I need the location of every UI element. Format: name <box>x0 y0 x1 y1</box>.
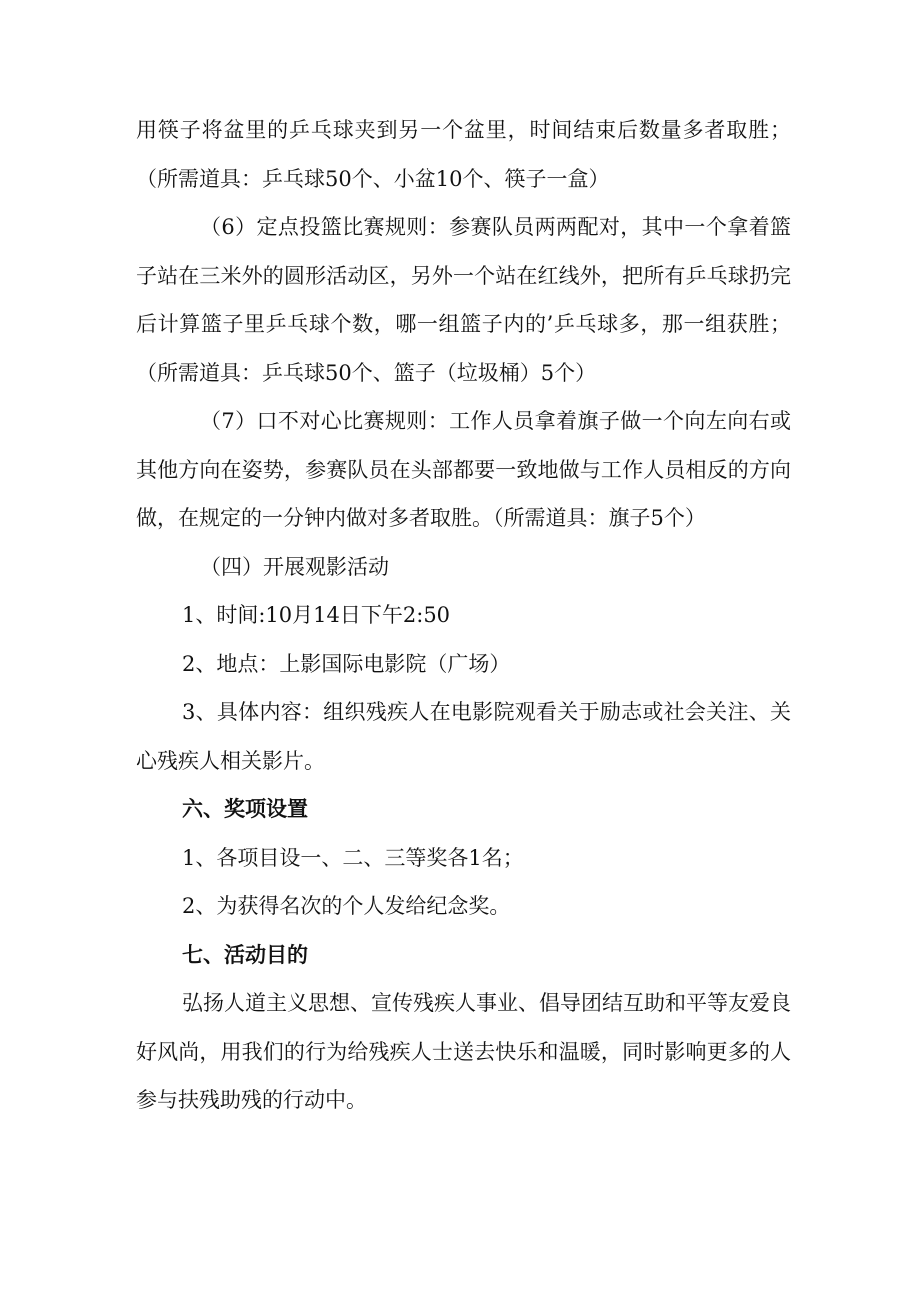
paragraph-movie-location: 2、地点：上影国际电影院（广场） <box>182 651 511 676</box>
paragraph-movie-content: 3、具体内容：组织残疾人在电影院观看关于励志或社会关注、关心残疾人相关影片。 <box>136 700 791 773</box>
heading-purpose: 七、活动目的 <box>182 942 308 967</box>
paragraph-awards-2: 2、为获得名次的个人发给纪念奖。 <box>182 894 511 918</box>
paragraph-movie-activity: （四）开展观影活动 <box>200 554 389 579</box>
paragraph-purpose: 弘扬人道主义思想、宣传残疾人事业、倡导团结互助和平等友爱良好风尚，用我们的行为给残疾人士送去快乐和温暖，同时影响更多的人参与扶残助残的行动中。 <box>136 991 791 1112</box>
paragraph-basketball-rule: （6）定点投篮比赛规则：参赛队员两两配对，其中一个拿着篮子站在三米外的圆形活动区，另外一个站在红线外，把所有乒乓球扔完后计算篮子里乒乓球个数，哪一组篮子内的’乒乓球多，那一组获胜；（所需道具：乒乓球50个、篮子（垃圾桶）5个） <box>136 215 791 385</box>
paragraph-movie-time: 1、时间:10月14日下午2:50 <box>182 603 451 627</box>
paragraph-awards-1: 1、各项目设一、二、三等奖各1名； <box>182 845 524 870</box>
document-body <box>136 106 791 1125</box>
paragraph-mismatch-rule: （7）口不对心比赛规则：工作人员拿着旗子做一个向左向右或其他方向在姿势，参赛队员在头部都要一致地做与工作人员相反的方向做，在规定的一分钟内做对多者取胜。（所需道具：旗子5个） <box>136 409 791 530</box>
paragraph-chopsticks-rule-end: 用筷子将盆里的乒乓球夹到另一个盆里，时间结束后数量多者取胜；（所需道具：乒乓球50个、小盆10个、筷子一盒） <box>136 118 791 191</box>
heading-awards: 六、奖项设置 <box>182 797 308 821</box>
